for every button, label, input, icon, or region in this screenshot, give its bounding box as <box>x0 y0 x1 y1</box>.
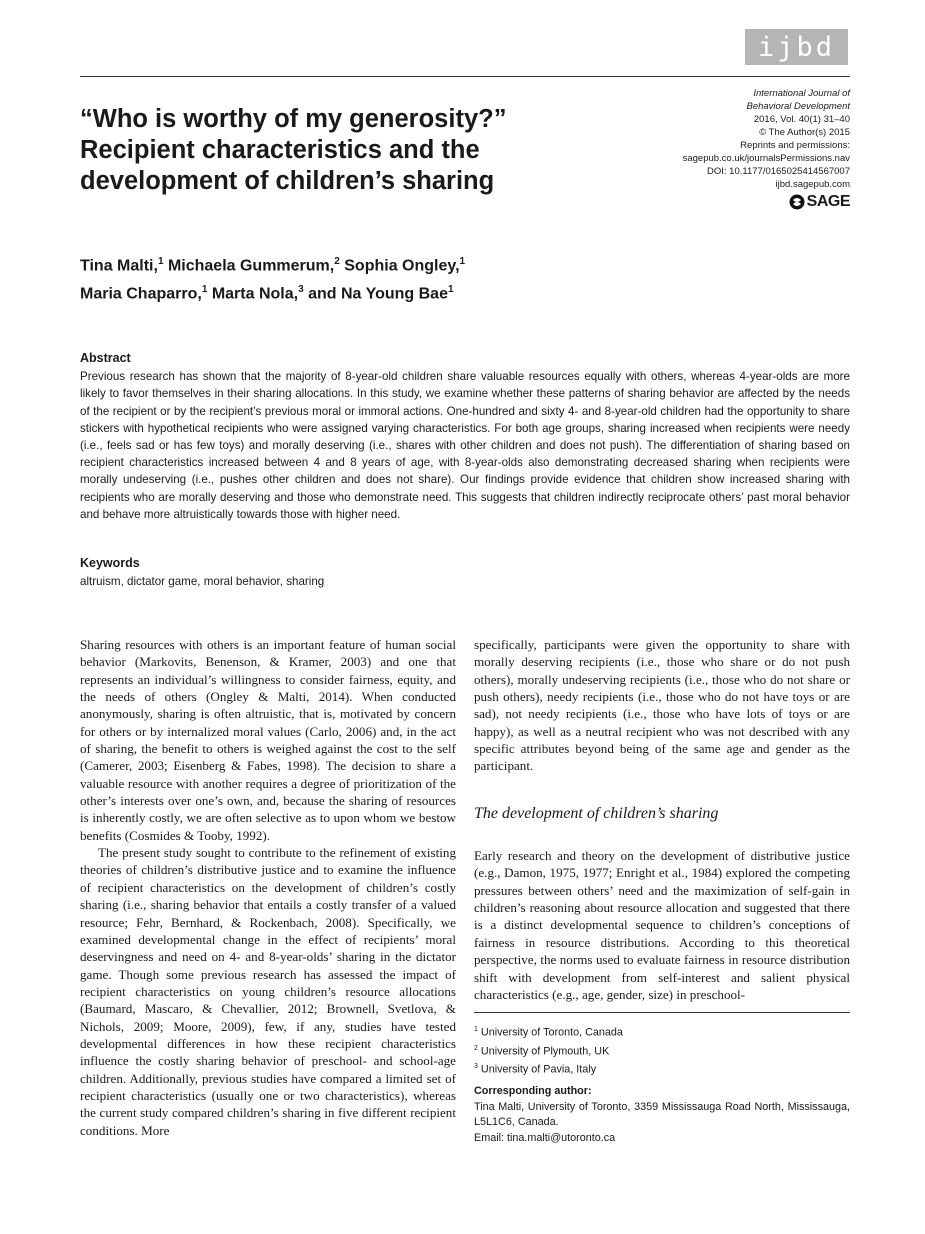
journal-name-line-2: Behavioral Development <box>746 101 850 112</box>
title-line-3: development of children’s sharing <box>80 167 495 195</box>
author-affiliation: 1 <box>459 256 466 267</box>
author-line-2 <box>80 278 465 306</box>
author-name: Sophia Ongley, <box>344 257 460 275</box>
affiliation-item <box>474 1041 623 1060</box>
author-affiliation: 1 <box>157 256 164 267</box>
journal-site[interactable]: ijbd.sagepub.com <box>775 179 850 190</box>
body-right-column <box>474 636 850 775</box>
corresponding-author-label: Corresponding author: <box>474 1085 592 1097</box>
author-name: Marta Nola, <box>211 285 299 303</box>
affiliation-item <box>474 1022 623 1041</box>
body-right-column-2 <box>474 834 850 1016</box>
abstract-text: Previous research has shown that the majority of 8-year-old children share valuable resources equally with others, whereas 4-year-olds are more likely to favor themselves in their sharing allocations. In this study, we examine whether these patterns of sharing behavior are affected by the needs of the recipient or by the recipient’s previous moral or immoral actions. One-hundred and sixty 4- and 8-year-old children had the opportunity to share stickers with hypothetical recipients who were assigned varying characteristics. For both age groups, sharing increased when recipients were needy (i.e., feels sad or has few toys) and morally deserving (i.e., shares with other children and does not push). The differentiation of sharing based on recipient characteristics increased between 4 and 8 years of age, with 8-year-olds also demonstrating decreased sharing when recipients were morally undeserving (i.e., pushes other children and does not share). Our findings provide evidence that children show increased sharing with recipients who are morally deserving and those who demonstrate need. This suggests that children indirectly reciprocate others’ past moral behavior and behave more altruistically towards those with higher need. <box>80 370 850 521</box>
body-paragraph: The present study sought to contribute to the refinement of existing theories of children’s distributive justice and to examine the influence of recipient characteristics on the development of children’s costly sharing (i.e., sharing behavior that entails a costly transfer of a valued resource; Fehr, Bernhard, & Rockenbach, 2008). Specifically, we examined developmental change in the effect of recipients’ moral deservingness and need on 4- and 8-year-olds’ sharing in the dictator game. Though some previous research has assessed the impact of recipient characteristics on young children’s resource allocations (Baumard, Mascaro, & Chevallier, 2012; Brownell, Svetlova, & Nichols, 2009; Moore, 2009), few, if any, studies have tested developmental differences in how these recipient characteristics influence the costly sharing behavior of preschool- and school-age children. Additionally, previous studies have compared a limited set of recipient characteristics (usually one or two characteristics), whereas the current study compared children’s sharing in five different recipient conditions. More <box>80 845 456 1138</box>
affiliations <box>474 1022 623 1078</box>
affiliation-number: 2 <box>474 1044 478 1052</box>
body-paragraph: Sharing resources with others is an important feature of human social behavior (Markovits, Benenson, & Kramer, 2003) and one that represents an individual’s willingness to consider fairness, equity, and the needs of others (Ongley & Malti, 2014). When conducted anonymously, sharing is often altruistic, that is, motivated by concern for others or by internalized moral values (Carlo, 2006) and, in the act of sharing, the benefit to others is weighed against the cost to the self (Camerer, 2003; Eisenberg & Fabes, 1998). The decision to share a valuable resource with another requires a degree of prioritization of the other’s interests over one’s own, and, because the sharing of resources is inherently costly, we are often selective as to upon whom we bestow benefits (Cosmides & Tooby, 1992). <box>80 637 456 843</box>
reprints-url[interactable]: sagepub.co.uk/journalsPermissions.nav <box>682 153 850 164</box>
corresponding-author-address: Tina Malti, University of Toronto, 3359 Mississauga Road North, Mississauga, L5L1C6, Canada. <box>474 1100 850 1128</box>
keywords-section <box>80 555 850 590</box>
affiliation-text: University of Pavia, Italy <box>480 1063 597 1076</box>
author-affiliation: 1 <box>447 284 454 296</box>
doi[interactable]: DOI: 10.1177/0165025414567007 <box>707 166 850 177</box>
title-line-2: Recipient characteristics and the <box>80 136 480 164</box>
keywords-text: altruism, dictator game, moral behavior, sharing <box>80 575 325 588</box>
author-list <box>80 250 465 307</box>
body-left-column <box>80 636 456 1139</box>
sage-wordmark: SAGE <box>806 193 850 210</box>
title-line-1: “Who is worthy of my generosity?” <box>80 105 507 133</box>
body-paragraph: specifically, participants were given the opportunity to share with morally deserving recipients (i.e., those who share or do not push others), morally undeserving recipients (i.e., those who do not share or push others), needy recipients (i.e., those who do not have toys or are sad), not needy recipients (i.e., those who have lots of toys or are happy), as well as a neutral recipient who was not described with any specific attributes beyond being of the same age and gender as the participant. <box>474 637 850 774</box>
affiliation-number: 3 <box>474 1063 478 1071</box>
body-paragraph: Early research and theory on the development of distributive justice (e.g., Damon, 1975, 1977; Enright et al., 1984) explored the competing pressures between others’ need and the maximization of self-gain in children’s reasoning about resource allocation and suggested that there is a distinct developmental sequence to children’s conceptions of fairness in resource distributions. According to this theoretical perspective, the norms used to evaluate fairness in resource distribution shift with development from self-interest and salient physical characteristics (e.g., age, gender, size) in preschool- <box>474 848 850 1002</box>
affiliation-text: University of Toronto, Canada <box>480 1026 623 1039</box>
reprints: Reprints and permissions: <box>740 140 850 151</box>
affiliation-number: 1 <box>474 1026 478 1033</box>
affiliation-text: University of Plymouth, UK <box>480 1045 610 1058</box>
copyright: © The Author(s) 2015 <box>759 127 850 138</box>
volume-info: 2016, Vol. 40(1) 31–40 <box>753 114 850 125</box>
author-line-1 <box>80 250 465 278</box>
author-name: and Na Young Bae <box>308 285 448 303</box>
sage-emblem-icon <box>789 194 805 210</box>
author-name: Tina Malti, <box>80 257 158 275</box>
journal-name-line-1: International Journal of <box>753 88 850 99</box>
keywords-heading: Keywords <box>80 556 140 570</box>
author-affiliation: 2 <box>334 256 340 267</box>
header-rule <box>80 76 850 77</box>
footnote-rule <box>474 1012 850 1013</box>
journal-logo: ijbd <box>745 29 848 65</box>
sage-logo <box>789 193 850 211</box>
corresponding-author-email[interactable]: Email: tina.malti@utoronto.ca <box>474 1131 616 1144</box>
journal-meta <box>550 87 850 191</box>
section-heading: The development of children’s sharing <box>474 805 719 822</box>
article-title <box>80 104 600 197</box>
author-name: Maria Chaparro, <box>80 285 202 303</box>
abstract-heading: Abstract <box>80 351 131 365</box>
affiliation-item <box>474 1059 623 1078</box>
author-affiliation: 3 <box>298 284 304 296</box>
author-affiliation: 1 <box>201 284 208 296</box>
abstract-section <box>80 350 850 523</box>
author-name: Michaela Gummerum, <box>167 257 335 275</box>
corresponding-author <box>474 1084 850 1146</box>
